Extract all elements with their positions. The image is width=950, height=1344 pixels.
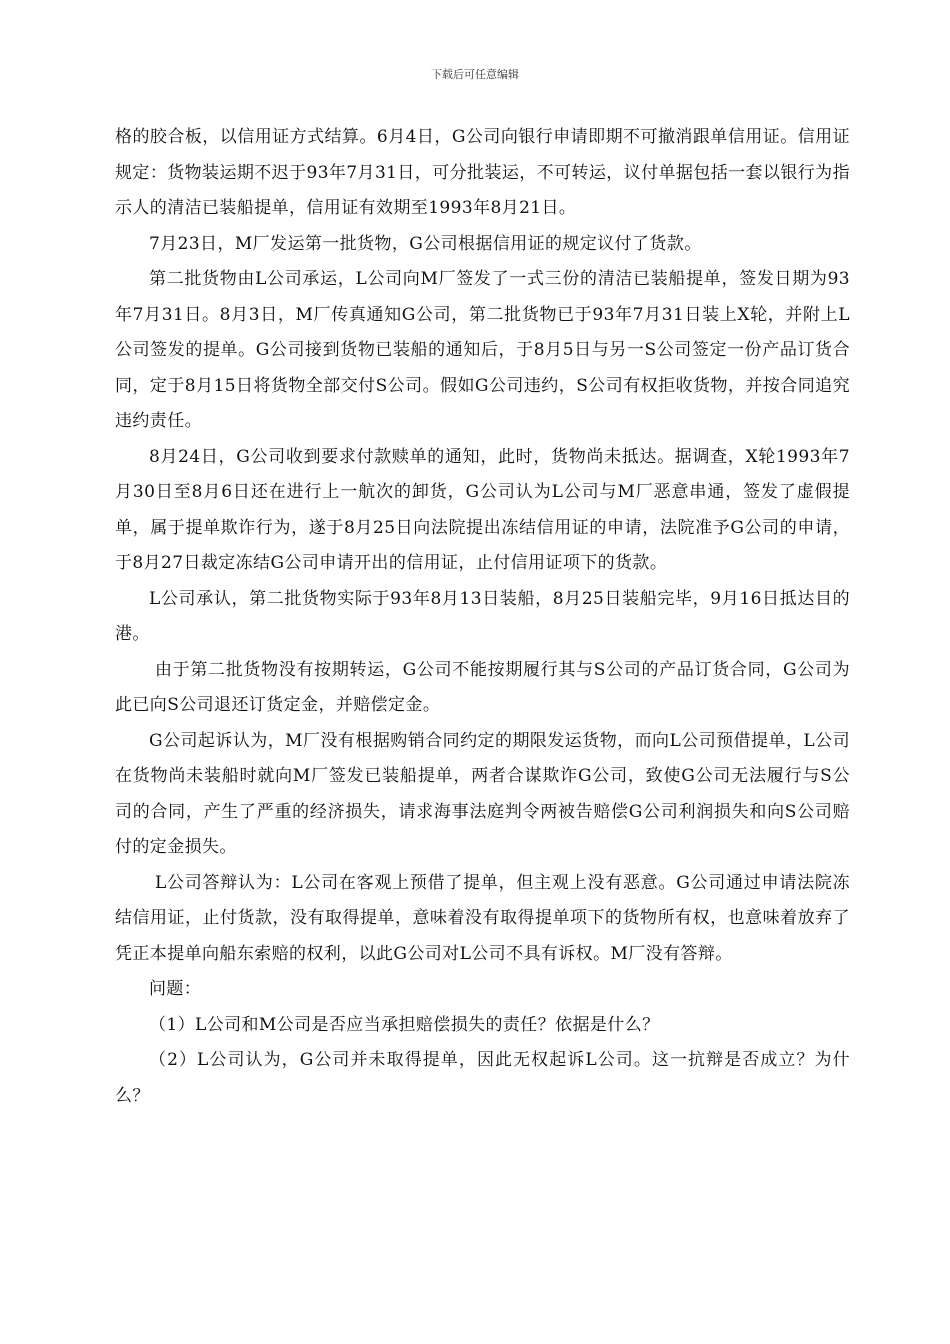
paragraph-4: 8月24日，G公司收到要求付款赎单的通知，此时，货物尚未抵达。据调查，X轮1993年7月30日至8月6日还在进行上一航次的卸货，G公司认为L公司与M厂恶意串通，签发了虚假提单，属于提单欺诈行为，遂于8月25日向法院提出冻结信用证的申请，法院准予G公司的申请，于8月27日裁定冻结G公司申请开出的信用证，止付信用证项下的货款。 bbox=[115, 446, 850, 573]
page-header: 下载后可任意编辑 bbox=[431, 68, 519, 81]
paragraph-7: G公司起诉认为，M厂没有根据购销合同约定的期限发运货物，而向L公司预借提单，L公司在货物尚未装船时就向M厂签发已装船提单，两者合谋欺诈G公司，致使G公司无法履行与S公司的合同，产生了严重的经济损失，请求海事法庭判令两被告赔偿G公司利润损失和向S公司赔付的定金损失。 bbox=[115, 730, 850, 857]
question-1: （1）L公司和M公司是否应当承担赔偿损失的责任？依据是什么？ bbox=[149, 1014, 660, 1035]
paragraph-2: 7月23日，M厂发运第一批货物，G公司根据信用证的规定议付了货款。 bbox=[149, 233, 702, 254]
paragraph-6: 由于第二批货物没有按期转运，G公司不能按期履行其与S公司的产品订货合同，G公司为此已向S公司退还订货定金，并赔偿定金。 bbox=[115, 659, 850, 715]
question-heading: 问题： bbox=[149, 979, 202, 999]
paragraph-8: L公司答辩认为：L公司在客观上预借了提单，但主观上没有恶意。G公司通过申请法院冻结信用证，止付货款，没有取得提单，意味着没有取得提单项下的货物所有权，也意味着放弃了凭正本提单向船东索赔的权利，以此G公司对L公司不具有诉权。M厂没有答辩。 bbox=[115, 872, 850, 964]
question-2: （2）L公司认为，G公司并未取得提单，因此无权起诉L公司。这一抗辩是否成立？为什么？ bbox=[115, 1050, 850, 1106]
paragraph-3: 第二批货物由L公司承运，L公司向M厂签发了一式三份的清洁已装船提单，签发日期为93年7月31日。8月3日，M厂传真通知G公司，第二批货物已于93年7月31日装上X轮，并附上L公司签发的提单。G公司接到货物已装船的通知后，于8月5日与另一S公司签定一份产品订货合同，定于8月15日将货物全部交付S公司。假如G公司违约，S公司有权拒收货物，并按合同追究违约责任。 bbox=[115, 269, 850, 431]
paragraph-1: 格的胶合板，以信用证方式结算。6月4日，G公司向银行申请即期不可撤消跟单信用证。信用证规定：货物装运期不迟于93年7月31日，可分批装运，不可转运，议付单据包括一套以银行为指示人的清洁已装船提单，信用证有效期至1993年8月21日。 bbox=[115, 127, 850, 218]
paragraph-5: L公司承认，第二批货物实际于93年8月13日装船，8月25日装船完毕，9月16日抵达目的港。 bbox=[115, 588, 850, 644]
document-body bbox=[115, 120, 850, 1114]
